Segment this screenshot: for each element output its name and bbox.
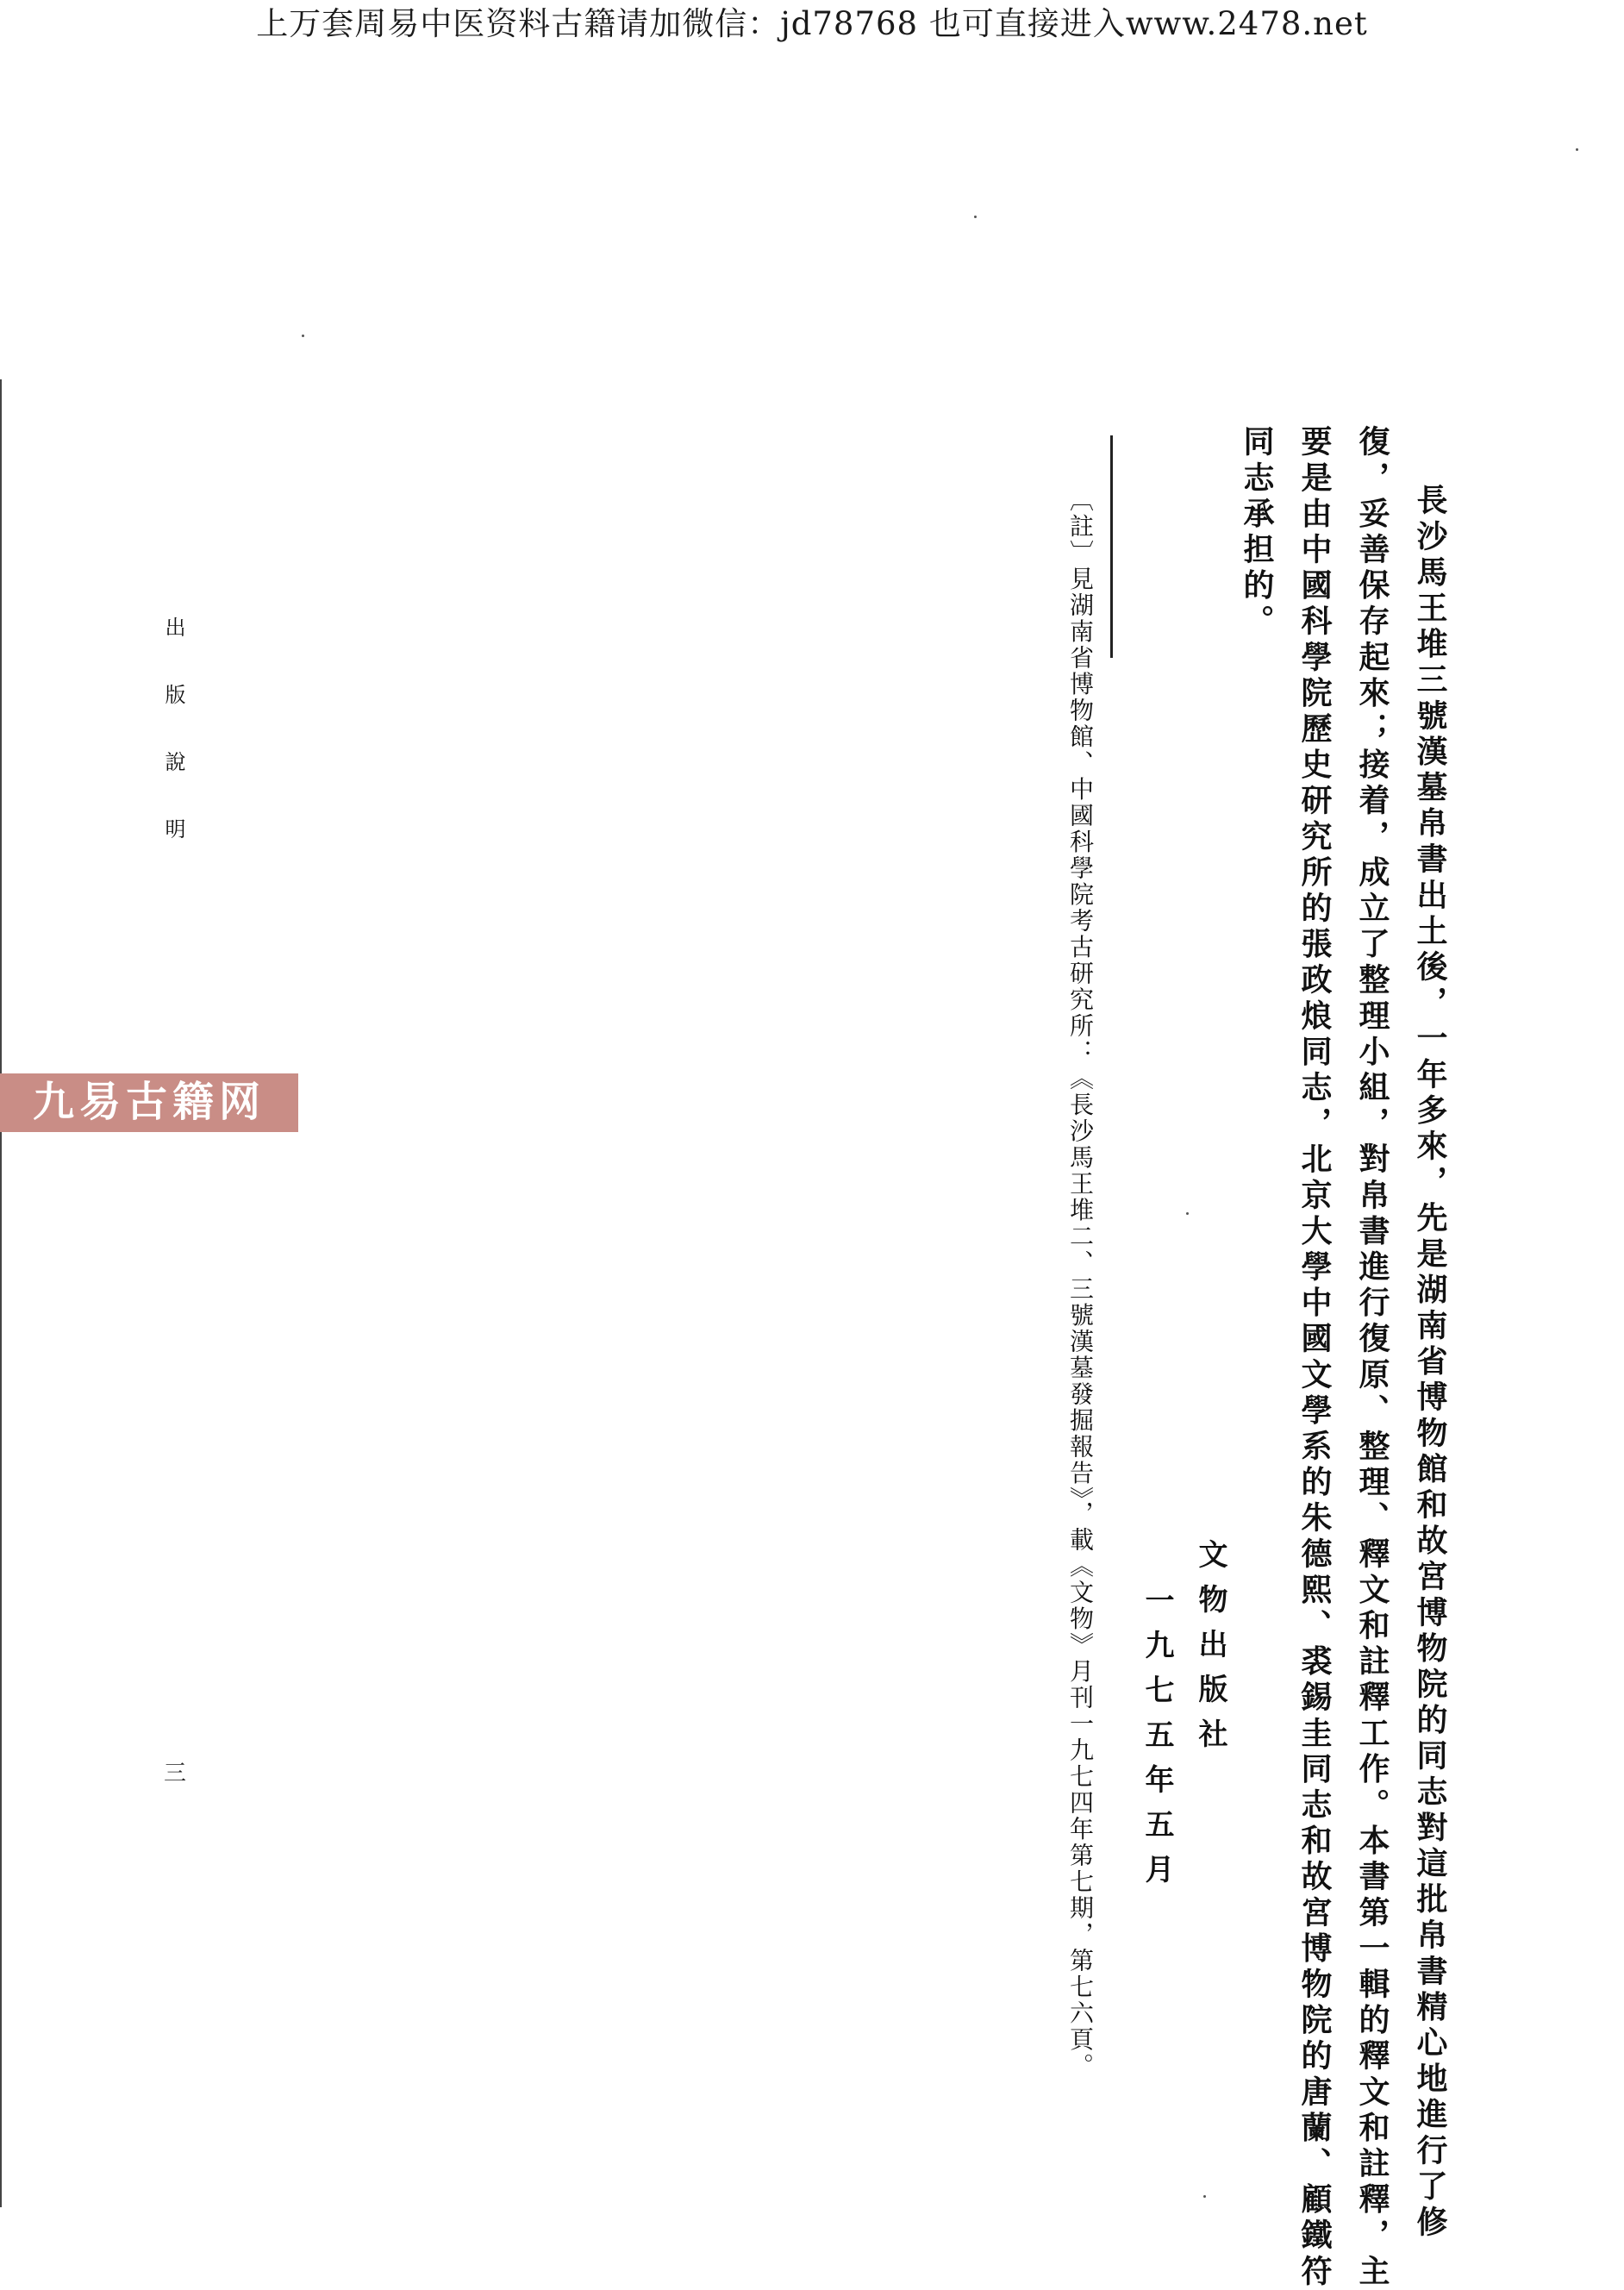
body-column-3: 要是由中國科學院歷史研究所的張政烺同志，北京大學中國文學系的朱德熙、裘錫圭同志和故宮博物院的唐蘭、顧鐵符 [1296, 425, 1333, 2290]
publication-date: 一九七五年五月 [1140, 1585, 1174, 1899]
page-number: 三 [164, 1761, 187, 1786]
scan-speck [974, 216, 977, 218]
watermark-logo-text: 九易古籍网 [32, 1078, 266, 1126]
scan-speck [1203, 2195, 1206, 2198]
body-column-1: 長沙馬王堆三號漢墓帛書出土後，一年多來，先是湖南省博物館和故宮博物院的同志對這批帛書精心地進行了修 [1412, 484, 1448, 2242]
body-column-2: 復，妥善保存起來；接着，成立了整理小組，對帛書進行復原、整理、釋文和註釋工作。本書第一輯的釋文和註釋，主 [1354, 425, 1390, 2290]
scan-speck [1186, 1212, 1189, 1215]
footnote-rule [1110, 435, 1113, 658]
side-title: 出版說明 [161, 616, 185, 885]
scan-edge [0, 379, 2, 2207]
watermark-logo [0, 1073, 298, 1132]
body-column-4: 同志承担的。 [1239, 425, 1275, 641]
footnote-text: 〔註〕見湖南省博物館、中國科學院考古研究所：《長沙馬王堆二、三號漢墓發掘報告》，載《文物》月刊一九七四年第七期，第七六頁。 [1066, 487, 1095, 2080]
scan-speck [302, 335, 304, 337]
publisher-name: 文物出版社 [1193, 1539, 1227, 1763]
watermark-banner: 上万套周易中医资料古籍请加微信：jd78768 也可直接进入www.2478.net [256, 5, 1368, 42]
scan-speck [1576, 148, 1578, 151]
